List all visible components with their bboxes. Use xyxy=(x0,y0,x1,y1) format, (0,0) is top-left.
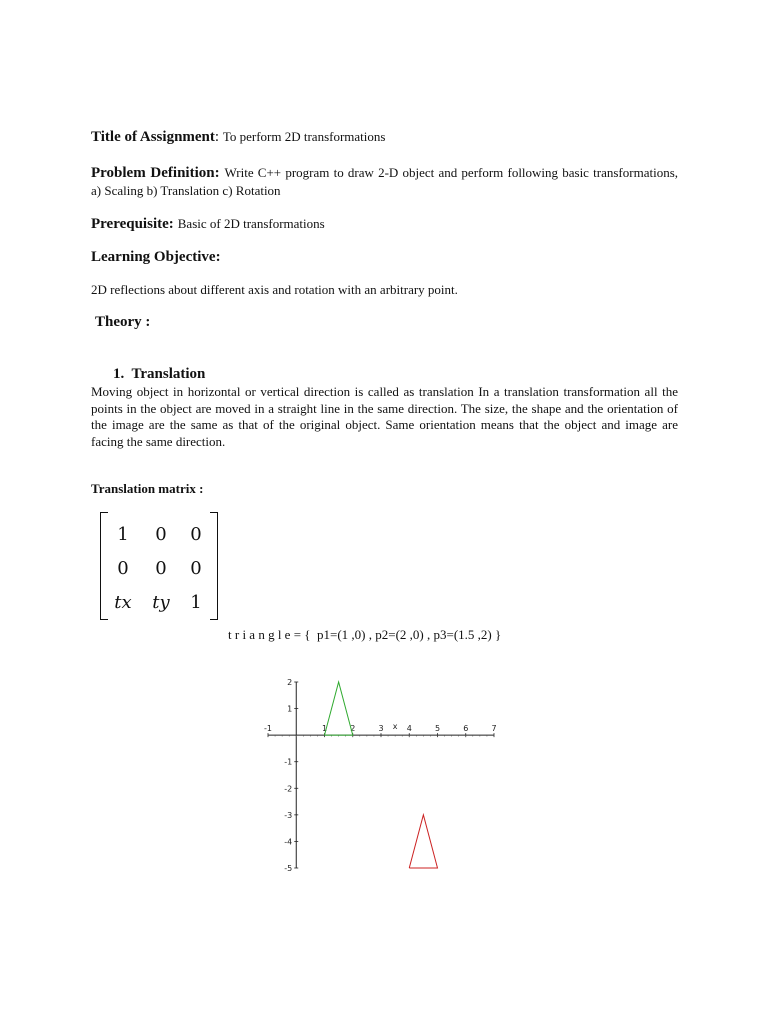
prerequisite xyxy=(91,215,678,233)
y-tick-label: -4 xyxy=(284,837,293,847)
theory-heading: Theory : xyxy=(95,314,151,330)
y-tick-label: -2 xyxy=(284,784,293,794)
problem-definition xyxy=(91,164,678,199)
triangle-series xyxy=(409,815,437,868)
matrix-cell: 1 xyxy=(117,524,129,545)
translation-paragraph: Moving object in horizontal or vertical direction is called as translation In a translation transformation all the points in the object are moved in a straight line in the same direction. The size, the shape and the orientation of the image are the same as that of the original object. Same orientation means that the object and image are facing the same direction. xyxy=(91,384,678,449)
matrix-cell: 0 xyxy=(190,524,202,545)
assignment-title-label: Title of Assignment xyxy=(91,129,215,145)
x-tick-label: -1 xyxy=(264,724,272,734)
y-tick-label: -1 xyxy=(284,757,293,767)
learning-objective-text: 2D reflections about different axis and rotation with an arbitrary point. xyxy=(91,282,458,297)
assignment-title xyxy=(91,129,691,146)
matrix-right-bracket xyxy=(210,512,218,620)
matrix-cell: 0 xyxy=(155,524,167,545)
x-tick-label: 4 xyxy=(406,724,412,734)
assignment-title-sep: : xyxy=(214,129,220,145)
translation-plot xyxy=(256,670,516,880)
learning-objective-heading: Learning Objective: xyxy=(91,249,221,265)
x-tick-label: 5 xyxy=(434,724,441,734)
matrix-cell: 1 xyxy=(190,592,202,613)
triangle-series xyxy=(325,682,356,735)
x-tick-label: 2 xyxy=(350,724,356,734)
matrix-cell: ty xyxy=(152,592,170,613)
section-number: 1. xyxy=(113,366,125,382)
translation-matrix-label: Translation matrix : xyxy=(91,481,204,496)
translation-matrix xyxy=(100,512,218,622)
assignment-title-text: To perform 2D transformations xyxy=(222,129,386,144)
prerequisite-text: Basic of 2D transformations xyxy=(177,216,325,231)
section-title: Translation xyxy=(131,366,206,382)
matrix-left-bracket xyxy=(100,512,108,620)
y-tick-label: 1 xyxy=(287,704,293,714)
x-tick-label: 3 xyxy=(378,724,384,734)
matrix-cell: 0 xyxy=(117,558,129,579)
matrix-cell: 0 xyxy=(155,558,167,579)
section-heading-translation xyxy=(113,366,205,383)
problem-definition-label: Problem Definition: xyxy=(91,165,220,181)
x-tick-label: 1 xyxy=(321,724,328,734)
matrix-cell: 0 xyxy=(190,558,202,579)
matrix-cell: tx xyxy=(114,592,132,613)
x-tick-label: 7 xyxy=(491,724,497,734)
prerequisite-label: Prerequisite: xyxy=(91,216,174,232)
y-tick-label: 2 xyxy=(287,678,293,687)
x-tick-label: 6 xyxy=(463,724,469,734)
y-tick-label: -5 xyxy=(284,864,293,873)
x-axis-label: x xyxy=(392,722,398,732)
problem-definition-text: Write C++ program to draw 2-D object and perform following basic transformations, a) Scaling b) Translation c) Rotation xyxy=(91,165,678,198)
y-tick-label: -3 xyxy=(284,810,293,820)
triangle-caption: t r i a n g l e = { p1=(1 ,0) , p2=(2 ,0) , p3=(1.5 ,2) } xyxy=(228,627,502,642)
